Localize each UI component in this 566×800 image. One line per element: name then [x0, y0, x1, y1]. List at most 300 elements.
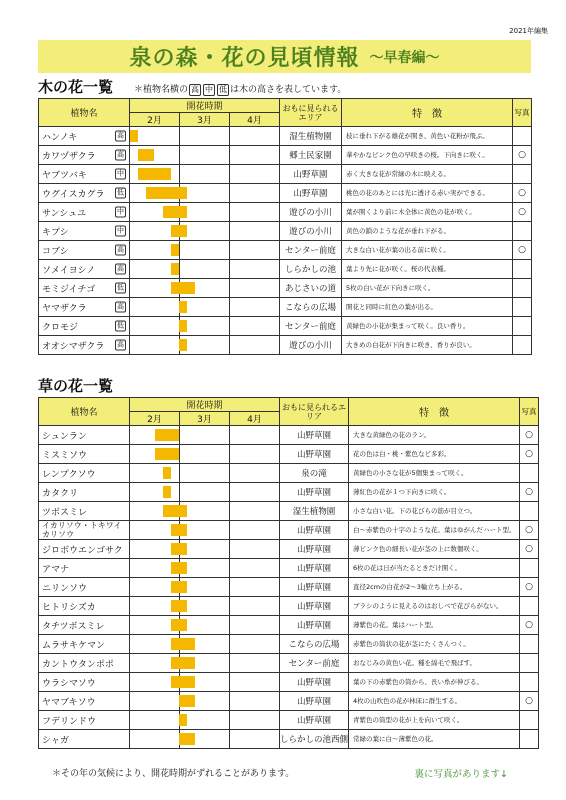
- area-cell: 山野草園: [280, 578, 349, 597]
- note-suffix: は木の高さを表しています。: [230, 85, 347, 95]
- area-cell: 山野草園: [280, 483, 349, 502]
- table-row: [39, 222, 532, 241]
- header-month-apr: 4月: [230, 412, 280, 426]
- month-cell: [230, 521, 280, 540]
- area-cell: センター前庭: [280, 654, 349, 673]
- month-cell: [230, 222, 280, 241]
- height-badge: 中: [117, 169, 124, 178]
- header-feature: 特 徴: [342, 99, 513, 127]
- plant-name-text: ムラサキケマン: [42, 640, 106, 651]
- month-cell: [130, 260, 180, 279]
- plant-name-text: レンプクソウ: [42, 469, 96, 480]
- header-month-feb: 2月: [130, 412, 180, 426]
- month-cell: [230, 654, 280, 673]
- month-cell: [130, 127, 180, 146]
- month-cell: [130, 146, 180, 165]
- month-cell: [180, 241, 230, 260]
- height-badge: 低: [117, 321, 124, 330]
- month-cell: [230, 317, 280, 336]
- plant-name: [39, 445, 130, 464]
- header-feature: 特 徴: [349, 398, 520, 426]
- photo-mark: ○: [520, 616, 539, 635]
- header-name: 植物名: [39, 398, 130, 426]
- month-cell: [130, 635, 180, 654]
- note-badge-high: 高: [191, 85, 200, 94]
- footer-note: ＊その年の気候により、開花時期がずれることがあります。: [52, 769, 295, 779]
- month-cell: [130, 464, 180, 483]
- feature-cell: 葉が開くより前に木全体に黄色の花が咲く。: [342, 203, 513, 222]
- month-cell: [180, 146, 230, 165]
- table-row: [39, 241, 532, 260]
- photo-mark: [520, 464, 539, 483]
- area-cell: 湿生植物園: [280, 127, 342, 146]
- plant-name-text: ウラシマソウ: [42, 678, 96, 689]
- month-cell: [180, 502, 230, 521]
- month-cell: [230, 483, 280, 502]
- height-badge: 低: [117, 188, 124, 197]
- area-cell: こならの広場: [280, 635, 349, 654]
- area-cell: 遊びの小川: [280, 222, 342, 241]
- table-row: [39, 540, 539, 559]
- area-cell: 湿生植物園: [280, 502, 349, 521]
- area-cell: 山野草園: [280, 692, 349, 711]
- area-cell: しらかしの池: [280, 260, 342, 279]
- month-cell: [180, 711, 230, 730]
- month-cell: [180, 184, 230, 203]
- feature-cell: 常緑の葉に白〜薄紫色の花。: [349, 730, 520, 749]
- table-row: [39, 298, 532, 317]
- photo-mark: [520, 711, 539, 730]
- feature-cell: 5枚の白い花が下向きに咲く。: [342, 279, 513, 298]
- plant-name-text: ジロボウエンゴサク: [42, 545, 123, 556]
- area-cell: こならの広場: [280, 298, 342, 317]
- plant-name: [39, 184, 130, 203]
- header-area: おもに見られるエリア: [280, 99, 342, 127]
- month-cell: [180, 635, 230, 654]
- plant-name: [39, 730, 130, 749]
- month-cell: [180, 336, 230, 355]
- feature-cell: 直径2cmの白花が2〜3輪立ち上がる。: [349, 578, 520, 597]
- plant-name: [39, 521, 130, 540]
- header-name: 植物名: [39, 99, 130, 127]
- height-note: [134, 82, 346, 96]
- note-badge-mid: 中: [205, 85, 214, 94]
- feature-cell: 白〜赤紫色の十字のような花。葉はゆがんだハート型。: [349, 521, 520, 540]
- photo-mark: ○: [513, 241, 532, 260]
- month-cell: [180, 464, 230, 483]
- table-row: [39, 616, 539, 635]
- plant-name-text: ヒトリシズカ: [42, 602, 96, 613]
- photo-mark: [513, 317, 532, 336]
- month-cell: [230, 540, 280, 559]
- photo-mark: [520, 597, 539, 616]
- month-cell: [230, 597, 280, 616]
- area-cell: 山野草園: [280, 165, 342, 184]
- month-cell: [130, 711, 180, 730]
- month-cell: [230, 165, 280, 184]
- photo-mark: [513, 127, 532, 146]
- plant-name: [39, 222, 130, 241]
- plant-name: [39, 464, 130, 483]
- plant-name: [39, 692, 130, 711]
- month-cell: [180, 279, 230, 298]
- feature-cell: おなじみの黄色い花。種を綿毛で飛ばす。: [349, 654, 520, 673]
- month-cell: [130, 521, 180, 540]
- table-row: [39, 336, 532, 355]
- feature-cell: 花の色は白・桃・紫色など多彩。: [349, 445, 520, 464]
- note-prefix: ＊植物名横の: [134, 85, 189, 95]
- photo-mark: [520, 654, 539, 673]
- header-photo: 写真: [513, 99, 532, 127]
- table-row: [39, 127, 532, 146]
- month-cell: [230, 730, 280, 749]
- plant-name-text: ソメイヨシノ: [42, 265, 96, 276]
- month-cell: [130, 317, 180, 336]
- month-cell: [180, 426, 230, 445]
- feature-cell: 華やかなピンク色の早咲きの桜。下向きに咲く。: [342, 146, 513, 165]
- feature-cell: ブラシのように見えるのはおしべで花びらがない。: [349, 597, 520, 616]
- month-cell: [130, 559, 180, 578]
- plant-name: [39, 540, 130, 559]
- month-cell: [130, 692, 180, 711]
- area-cell: 山野草園: [280, 597, 349, 616]
- plant-name: [39, 654, 130, 673]
- plant-name: [39, 578, 130, 597]
- header-month-feb: 2月: [130, 113, 180, 127]
- plant-name: [39, 635, 130, 654]
- plant-name: [39, 298, 130, 317]
- feature-cell: 葉より先に花が咲く。桜の代表種。: [342, 260, 513, 279]
- bloom-bar: [163, 467, 171, 479]
- month-cell: [180, 260, 230, 279]
- table-row: [39, 635, 539, 654]
- month-cell: [180, 616, 230, 635]
- plant-name-text: ヤブツバキ: [42, 170, 87, 181]
- height-badge: 高: [117, 150, 124, 159]
- plant-name-text: シュンラン: [42, 431, 87, 442]
- edition-label: 2021年編集: [509, 27, 548, 35]
- feature-cell: 葉の下の赤紫色の筒から、長い糸が伸びる。: [349, 673, 520, 692]
- bloom-bar: [138, 168, 170, 180]
- plant-name: [39, 559, 130, 578]
- month-cell: [180, 673, 230, 692]
- photo-mark: [513, 298, 532, 317]
- grass-table: [38, 397, 539, 749]
- feature-cell: 薄紅色の花が１つ下向きに咲く。: [349, 483, 520, 502]
- area-cell: 山野草園: [280, 184, 342, 203]
- month-cell: [230, 260, 280, 279]
- area-cell: 山野草園: [280, 540, 349, 559]
- plant-name-text: イカリソウ・トキワイカリソウ: [42, 521, 122, 539]
- month-cell: [180, 127, 230, 146]
- area-cell: 遊びの小川: [280, 336, 342, 355]
- plant-name: [39, 165, 130, 184]
- area-cell: センター前庭: [280, 241, 342, 260]
- area-cell: 遊びの小川: [280, 203, 342, 222]
- photo-mark: ○: [520, 445, 539, 464]
- plant-name-text: カントウタンポポ: [42, 659, 114, 670]
- plant-name: [39, 146, 130, 165]
- area-cell: 泉の滝: [280, 464, 349, 483]
- title-banner: [38, 40, 531, 73]
- tree-section-heading: [38, 76, 113, 97]
- month-cell: [230, 279, 280, 298]
- table-row: [39, 184, 532, 203]
- feature-cell: 青紫色の筒型の花が上を向いて咲く。: [349, 711, 520, 730]
- plant-name: [39, 127, 130, 146]
- back-side-note: 裏に写真があります↓: [414, 769, 508, 780]
- plant-name: [39, 317, 130, 336]
- header-period: 開花時期: [130, 99, 280, 113]
- plant-name: [39, 616, 130, 635]
- area-cell: 郷土民家園: [280, 146, 342, 165]
- bloom-bar: [155, 429, 180, 441]
- area-cell: 山野草園: [280, 711, 349, 730]
- plant-name: [39, 673, 130, 692]
- plant-name-text: カワヅザクラ: [42, 151, 96, 162]
- month-cell: [230, 559, 280, 578]
- grass-section-heading: [38, 375, 113, 396]
- photo-mark: ○: [520, 521, 539, 540]
- feature-cell: 6枚の花は日が当たるときだけ開く。: [349, 559, 520, 578]
- month-cell: [130, 616, 180, 635]
- month-cell: [230, 426, 280, 445]
- month-cell: [230, 336, 280, 355]
- photo-mark: ○: [513, 184, 532, 203]
- page-title: 泉の森・花の見頃情報: [129, 46, 360, 71]
- header-month-apr: 4月: [230, 113, 280, 127]
- month-cell: [180, 222, 230, 241]
- plant-name: [39, 279, 130, 298]
- plant-name-text: アマナ: [42, 564, 70, 575]
- header-month-mar: 3月: [180, 412, 230, 426]
- table-row: [39, 146, 532, 165]
- height-badge: 高: [117, 264, 124, 273]
- month-cell: [230, 635, 280, 654]
- table-row: [39, 711, 539, 730]
- header-month-mar: 3月: [180, 113, 230, 127]
- plant-name-text: サンシュユ: [42, 208, 87, 219]
- table-row: [39, 502, 539, 521]
- feature-cell: 桃色の花のあとには光に透ける赤い実ができる。: [342, 184, 513, 203]
- plant-name-text: ツボスミレ: [42, 507, 88, 518]
- plant-name: [39, 426, 130, 445]
- photo-mark: [520, 635, 539, 654]
- table-row: [39, 654, 539, 673]
- photo-mark: [513, 336, 532, 355]
- table-row: [39, 279, 532, 298]
- plant-name-text: クロモジ: [42, 322, 79, 333]
- grass-section-heading-text: 草の花一覧: [38, 377, 114, 395]
- month-cell: [130, 540, 180, 559]
- area-cell: 山野草園: [280, 445, 349, 464]
- tree-section-heading-text: 木の花一覧: [38, 78, 114, 96]
- table-row: [39, 673, 539, 692]
- month-cell: [180, 597, 230, 616]
- plant-name: [39, 597, 130, 616]
- feature-cell: 赤紫色の筒状の花が茎にたくさんつく。: [349, 635, 520, 654]
- month-cell: [130, 184, 180, 203]
- table-row: [39, 317, 532, 336]
- table-row: [39, 559, 539, 578]
- month-cell: [180, 317, 230, 336]
- month-cell: [180, 298, 230, 317]
- table-row: [39, 464, 539, 483]
- feature-cell: 薄紫色の花。葉はハート型。: [349, 616, 520, 635]
- month-cell: [230, 673, 280, 692]
- bloom-bar: [138, 149, 154, 161]
- month-cell: [230, 445, 280, 464]
- photo-mark: ○: [513, 146, 532, 165]
- plant-name-text: オオシマザクラ: [42, 341, 105, 352]
- plant-name-text: タチツボスミレ: [42, 621, 105, 632]
- photo-mark: ○: [520, 483, 539, 502]
- month-cell: [130, 279, 180, 298]
- area-cell: しらかしの池西側: [280, 730, 349, 749]
- month-cell: [230, 692, 280, 711]
- height-badge: 中: [117, 226, 124, 235]
- area-cell: センター前庭: [280, 317, 342, 336]
- table-row: [39, 578, 539, 597]
- month-cell: [230, 146, 280, 165]
- table-row: [39, 203, 532, 222]
- bloom-bar: [171, 244, 179, 256]
- month-cell: [180, 559, 230, 578]
- feature-cell: 黄緑色の小花が集まって咲く。良い香り。: [342, 317, 513, 336]
- photo-mark: [520, 502, 539, 521]
- plant-name: [39, 711, 130, 730]
- month-cell: [180, 521, 230, 540]
- month-cell: [130, 445, 180, 464]
- header-photo: 写真: [520, 398, 539, 426]
- month-cell: [130, 241, 180, 260]
- month-cell: [230, 711, 280, 730]
- photo-mark: [520, 559, 539, 578]
- feature-cell: 大きめの白花が下向きに咲き、香りが良い。: [342, 336, 513, 355]
- photo-mark: ○: [520, 692, 539, 711]
- plant-name: [39, 241, 130, 260]
- photo-mark: [520, 730, 539, 749]
- plant-name-text: カタクリ: [42, 488, 79, 499]
- month-cell: [180, 730, 230, 749]
- table-row: [39, 730, 539, 749]
- feature-cell: 大きな黄緑色の花のラン。: [349, 426, 520, 445]
- plant-name-text: モミジイチゴ: [42, 284, 96, 295]
- plant-name: [39, 502, 130, 521]
- month-cell: [180, 654, 230, 673]
- feature-cell: 開花と同時に紅色の葉が出る。: [342, 298, 513, 317]
- plant-name-text: キブシ: [42, 227, 69, 238]
- photo-mark: [513, 165, 532, 184]
- bloom-bar: [130, 130, 138, 142]
- month-cell: [130, 203, 180, 222]
- table-row: [39, 445, 539, 464]
- month-cell: [180, 483, 230, 502]
- month-cell: [130, 298, 180, 317]
- plant-name-text: ハンノキ: [42, 132, 78, 143]
- plant-name-text: コブシ: [42, 246, 69, 257]
- plant-name: [39, 336, 130, 355]
- height-badge: 高: [117, 302, 124, 311]
- month-cell: [230, 616, 280, 635]
- table-row: [39, 165, 532, 184]
- month-cell: [230, 184, 280, 203]
- feature-cell: 小さな白い花。下の花びらの筋が目立つ。: [349, 502, 520, 521]
- plant-name: [39, 260, 130, 279]
- plant-name-text: ヤマブキソウ: [42, 697, 96, 708]
- plant-name-text: ウグイスカグラ: [42, 189, 105, 200]
- month-cell: [130, 502, 180, 521]
- plant-name-text: フデリンドウ: [42, 716, 97, 727]
- feature-cell: 黄色の鎖のような花が垂れ下がる。: [342, 222, 513, 241]
- plant-name-text: シャガ: [42, 735, 69, 746]
- table-row: [39, 426, 539, 445]
- month-cell: [230, 203, 280, 222]
- area-cell: 山野草園: [280, 559, 349, 578]
- height-badge: 高: [117, 340, 124, 349]
- plant-name: [39, 203, 130, 222]
- feature-cell: 枝に垂れ下がる雄花が開き、黄色い花粉が飛ぶ。: [342, 127, 513, 146]
- month-cell: [180, 578, 230, 597]
- month-cell: [130, 654, 180, 673]
- table-row: [39, 521, 539, 540]
- month-cell: [130, 336, 180, 355]
- month-cell: [130, 673, 180, 692]
- photo-mark: ○: [520, 426, 539, 445]
- tree-table: [38, 98, 532, 355]
- month-cell: [180, 540, 230, 559]
- feature-cell: 黄緑色の小さな花が5個集まって咲く。: [349, 464, 520, 483]
- table-row: [39, 597, 539, 616]
- area-cell: 山野草園: [280, 616, 349, 635]
- month-cell: [130, 730, 180, 749]
- plant-name-text: ニリンソウ: [42, 583, 88, 594]
- month-cell: [130, 483, 180, 502]
- photo-mark: ○: [513, 203, 532, 222]
- month-cell: [230, 298, 280, 317]
- plant-name: [39, 483, 130, 502]
- bloom-bar: [171, 263, 179, 275]
- feature-cell: 薄ピンク色の細長い花が茎の上に数個咲く。: [349, 540, 520, 559]
- table-row: [39, 692, 539, 711]
- month-cell: [180, 203, 230, 222]
- plant-name-text: ヤマザクラ: [42, 303, 87, 314]
- photo-mark: [520, 673, 539, 692]
- month-cell: [230, 127, 280, 146]
- month-cell: [180, 165, 230, 184]
- table-row: [39, 483, 539, 502]
- photo-mark: [513, 222, 532, 241]
- month-cell: [130, 578, 180, 597]
- feature-cell: 大きな白い花が葉の出る前に咲く。: [342, 241, 513, 260]
- header-period: 開花時期: [130, 398, 280, 412]
- photo-mark: [513, 279, 532, 298]
- height-badge: 高: [117, 245, 124, 254]
- height-badge: 低: [117, 283, 124, 292]
- photo-mark: ○: [520, 540, 539, 559]
- month-cell: [130, 597, 180, 616]
- feature-cell: 4枚の山吹色の花が林床に群生する。: [349, 692, 520, 711]
- month-cell: [130, 165, 180, 184]
- bloom-bar: [163, 486, 171, 498]
- height-badge: 中: [117, 207, 124, 216]
- month-cell: [230, 502, 280, 521]
- month-cell: [230, 464, 280, 483]
- table-row: [39, 260, 532, 279]
- bloom-bar: [155, 448, 180, 460]
- area-cell: あじさいの道: [280, 279, 342, 298]
- month-cell: [230, 241, 280, 260]
